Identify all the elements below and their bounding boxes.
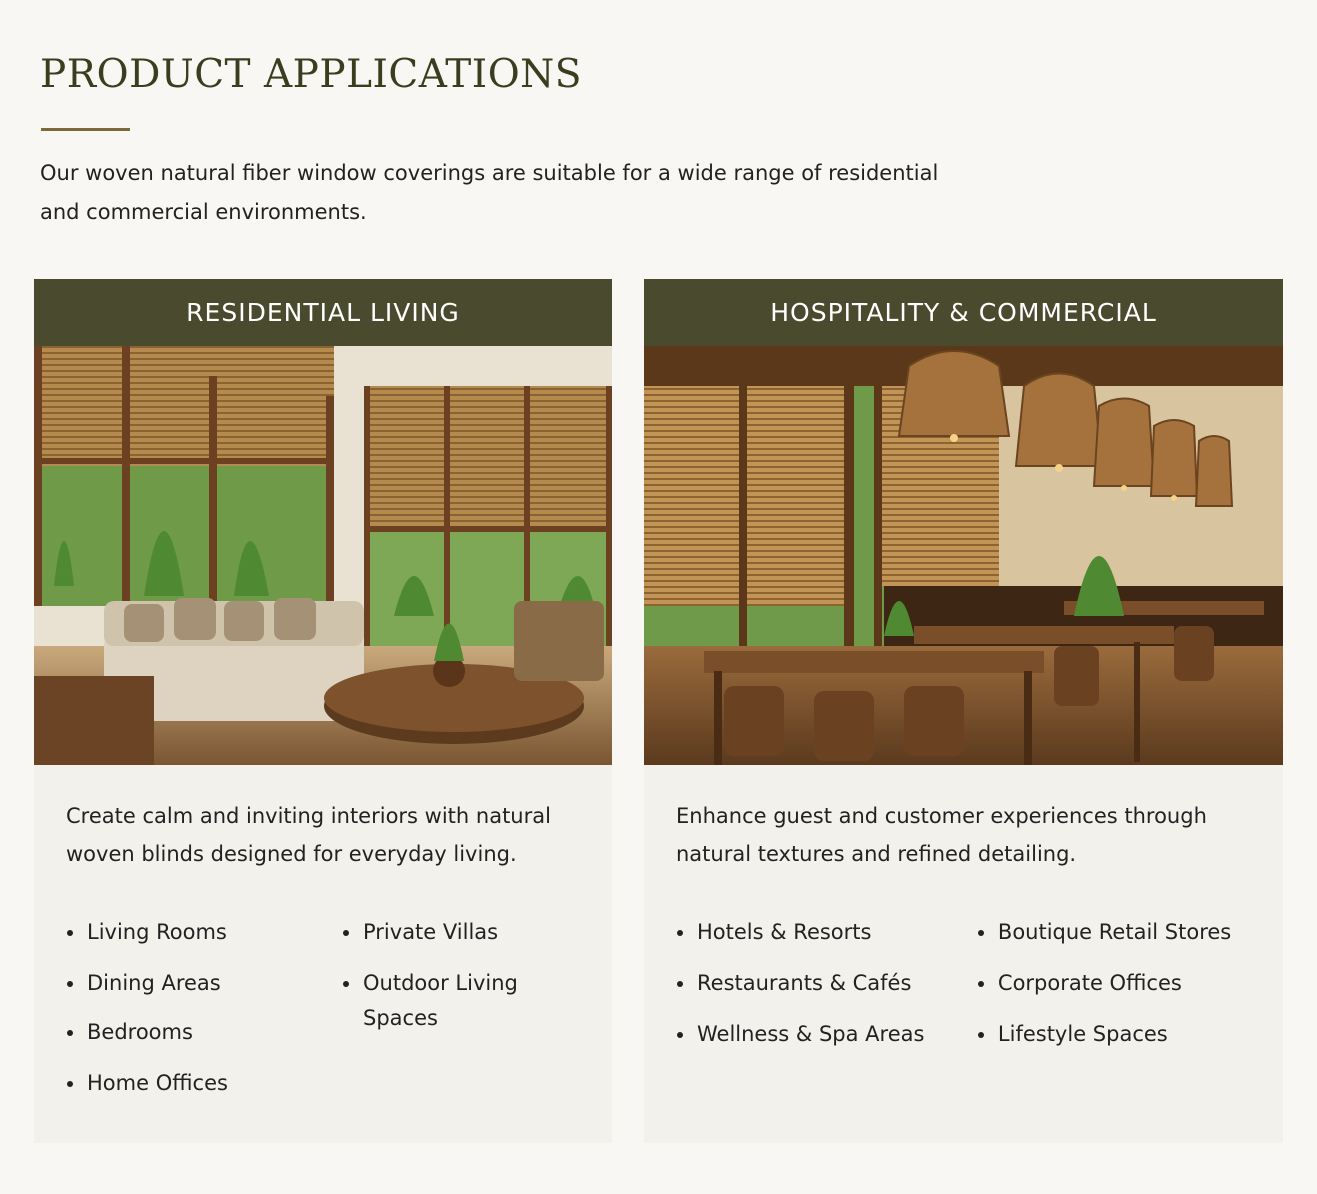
title-divider [41, 128, 130, 131]
list-item: Dining Areas [66, 966, 342, 1001]
intro-text: Our woven natural fiber window coverings are suitable for a wide range of residential and commercial environments. [40, 161, 939, 224]
residential-bullet-list [66, 915, 592, 1117]
list-item: Home Offices [66, 1066, 342, 1101]
list-item: Restaurants & Cafés [676, 966, 977, 1001]
residential-description: Create calm and inviting interiors with natural woven blinds designed for everyday living. [66, 804, 551, 866]
page-title: PRODUCT APPLICATIONS [40, 52, 583, 97]
hospitality-bullet-list [676, 915, 1263, 1068]
hospitality-card [644, 279, 1283, 1143]
hospitality-bullets-column-1 [676, 915, 977, 1068]
list-item: Bedrooms [66, 1015, 342, 1050]
list-item: Hotels & Resorts [676, 915, 977, 950]
hospitality-description: Enhance guest and customer experiences through natural textures and refined detailing. [676, 804, 1207, 866]
hospitality-bullets-column-2 [977, 915, 1263, 1068]
residential-bullets-column-2 [342, 915, 562, 1117]
list-item: Private Villas [342, 915, 562, 950]
residential-card [34, 279, 612, 1143]
list-item: Wellness & Spa Areas [676, 1017, 977, 1052]
residential-living-room-image [34, 346, 612, 765]
residential-bullets-column-1 [66, 915, 342, 1117]
list-item: Outdoor Living Spaces [342, 966, 562, 1036]
list-item: Living Rooms [66, 915, 342, 950]
list-item: Lifestyle Spaces [977, 1017, 1263, 1052]
list-item: Boutique Retail Stores [977, 915, 1263, 950]
list-item: Corporate Offices [977, 966, 1263, 1001]
card-header-hospitality: HOSPITALITY & COMMERCIAL [644, 279, 1283, 346]
card-header-residential: RESIDENTIAL LIVING [34, 279, 612, 346]
hospitality-restaurant-image [644, 346, 1283, 765]
